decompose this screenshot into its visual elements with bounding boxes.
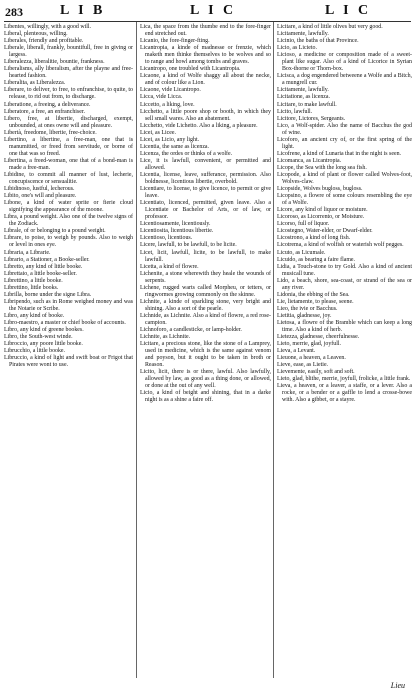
column-divider <box>273 22 274 678</box>
dictionary-entry: Licenza, the ordes or thinks of a wolfe. <box>140 150 233 157</box>
dictionary-entry: Libertino, a libertine, a free-man, one that is manumitted, or freed from servitude, or borne of one that was so freed. <box>4 136 133 157</box>
dictionary-entry: Lietitia, gladnesse, joy. <box>277 312 332 319</box>
dictionary-entry: Lieve, ease, as Lietie. <box>277 362 329 369</box>
dictionary-entry: Liccetto, a liking, love. <box>140 101 195 108</box>
dictionary-entry: Libone, a kind of water sprite or fierie cloud signifying the appearance of the moone. <box>4 200 133 214</box>
dictionary-entry: Lieva, a heaven, or a leaver, a staffe, or a lever. Also a rocke, or a bender or a gaffle to lend a crosse-bowe with. Also a gibbet, or a stayre. <box>277 383 412 404</box>
dictionary-entry: Licentiato, licenced, permitted, given leave. Also a Licentiate or Bachelor of Arts, or of law, or professor. <box>140 200 271 221</box>
column-divider <box>136 22 137 678</box>
dictionary-entry: Libra, a pound weight. Also one of the twelve signs of the Zodiack. <box>4 214 133 228</box>
dictionary-entry: Licoroso, as Licorrento, or Moisture. <box>277 214 365 221</box>
dictionary-entry: Licisca, a dog engendered betweene a Wolfe and a Bitch, a mungrell cur. <box>277 73 412 87</box>
dictionary-entry: Lichnite, as Lichnite. <box>140 334 191 341</box>
dictionary-entry: Licoforo, an ancient cry of, or the first spring of the light. <box>277 136 412 150</box>
dictionary-entry: Licaone, a kind of Wolfe shaggy all about the necke, and of colour like a Lion. <box>140 73 271 87</box>
dictionary-entry: Licotrema, a kind of wolfish or waterish wolf pegges. <box>277 242 404 249</box>
catchword: Lieu <box>390 681 405 690</box>
dictionary-entry: Libidinoso, lustful, lecherous. <box>4 186 75 193</box>
header-rule <box>4 21 411 22</box>
dictionary-entry: Librucchio, a little booke. <box>4 348 66 355</box>
dictionary-entry: Lie, lietamente, to please, seene. <box>277 298 354 305</box>
dictionary-entry: Libripendo, such as in Rome weighed money and was the Notarie or Scribe. <box>4 298 133 312</box>
dictionary-entry: Licanio, the fore-finger-fting. <box>140 38 210 45</box>
running-head-left: L I B <box>60 3 106 18</box>
dictionary-entry: Libero, free, at libertie, discharged, exempt, unbounded, at ones owne will and pleasure. <box>4 115 133 129</box>
dictionary-entry: Liberal, plenteous, willing. <box>4 31 68 38</box>
dictionary-entry: Licioso, a medicine or composition made of a sweet-plant like sugar. Also of a kind of Licorice in Syrian Box-thorne or Thorn-box. <box>277 52 412 73</box>
dictionary-entry: Libidine, to commit all manner of lust, lecherie, concupiscence or sensualitie. <box>4 171 133 186</box>
dictionary-entry: Licitore, Lictores, Sergeants. <box>277 115 346 122</box>
dictionary-entry: Licentia, license, leave, sufferance, permission. Also boldnesse, licentious libertie, overbold. <box>140 171 271 186</box>
dictionary-entry: Libito, one's will and pleasure. <box>4 193 77 200</box>
dictionary-entry: Licei, as Licee. <box>140 129 176 136</box>
dictionary-entry: Licopode, a kind of plant or flower called Wolves-foot, Wolves-claw. <box>277 171 412 186</box>
dictionary-entry: Liberales, friendly and profitable. <box>4 38 84 45</box>
dictionary-entry: Licofrene, a kind of Lunaria that in the night is seen. <box>277 150 401 157</box>
dictionary-entry: Libruccio, a kind of light and swift boat or Frigot that Pirates were wont to use. <box>4 355 133 369</box>
dictionary-entry: Lico, a Wolf-spider. Also the name of Bacchus the god of wine. <box>277 122 412 136</box>
dictionary-entry: Libroccio, any poore little booke. <box>4 341 83 348</box>
dictionary-entry: Licei, as Licio, any light. <box>140 136 200 143</box>
dictionary-entry: Lice, it is lawfull, convenient, or permitted and allowed. <box>140 157 271 171</box>
dictionary-entry: Lichnoforo, a candlesticke, or lamp-holder. <box>140 327 242 334</box>
dictionary-entry: Licentiare, to license, to give licence, to permit or give leave. <box>140 186 271 200</box>
dictionary-entry: Lica, the space from the thumbe end to the fore-finger end stretched out. <box>140 24 271 38</box>
dictionary-entry: Liberalisms, ally liberalism, after the playne and free-hearted fashion. <box>4 66 133 80</box>
dictionary-entry: Licito, lawfull. <box>277 108 313 115</box>
column-middle <box>140 24 271 405</box>
dictionary-entry: Liberalita, as Liberalezza. <box>4 80 66 87</box>
dictionary-entry: Licope, the Sea with the long sea fish. <box>277 164 367 171</box>
dictionary-entry: Licentioso, licentious. <box>140 235 193 242</box>
dictionary-entry: Lichenite, a stone wherewith they heale the wounds of serpents. <box>140 270 271 284</box>
dictionary-entry: Libro, any kind of greene bookes. <box>4 327 84 334</box>
dictionary-entry: Licentia, the same as licenza. <box>140 143 210 150</box>
dictionary-entry: Lidia, a Touch-stone to try Gold. Also a kind of ancient musicall tune. <box>277 263 412 277</box>
dictionary-entry: Licio, as Licieto. <box>277 45 317 52</box>
dictionary-entry: Lieo, the ivie or Bacchus. <box>277 305 338 312</box>
dictionary-entry: Liberare, to deliver, to free, to enfranchise, to quite, to release, to rid out from, to discharge. <box>4 87 133 101</box>
dictionary-entry: Licaone, vide Licantropo. <box>140 87 201 94</box>
dictionary-entry: Licopside, Wolves bugloss, bugloss. <box>277 186 363 193</box>
dictionary-entry: Licchetto, a little poore shop or booth, in which they sell small wares. Also an abatement. <box>140 108 271 122</box>
dictionary-entry: Lichene, rugged warts called Morpheu, or tetters, or ringwormes growing commonly on the skinne. <box>140 284 271 298</box>
dictionary-entry: Libretto, any kind of little booke. <box>4 263 83 270</box>
dictionary-entry: Libraria, a Librarie. <box>4 249 51 256</box>
dictionary-entry: Libro-maestro, a master or chief booke of accounts. <box>4 319 126 326</box>
column-right <box>277 24 412 405</box>
dictionary-entry: Liberale, liberall, frankly, bountifull, free in giving or largess. <box>4 45 133 59</box>
dictionary-entry: Licomanca, as Licantropia. <box>277 157 342 164</box>
dictionary-entry: Lido, a beach, shore, sea-coast, or strand of the sea or any river. <box>277 277 412 291</box>
dictionary-entry: Licitamente, lawfully. <box>277 31 329 38</box>
dictionary-entry: Lietosa, a flowre of the Bramble which can keep a long time. Also a kind of herb. <box>277 319 412 334</box>
dictionary-entry: Lichnite, a kinde of sparkling stone, very bright and shining. Also a sort of the pearle. <box>140 298 271 312</box>
dictionary-entry: Lietezza, gladnesse, cheerfulnesse. <box>277 334 360 341</box>
dictionary-entry: Licuido, as bearing a faire flame. <box>277 256 356 263</box>
dictionary-entry: Liberatore, a free, an enfranchiser. <box>4 108 85 115</box>
dictionary-entry: Licopsino, a flowre of some colours resembling the eye of a Wolfe. <box>277 193 412 207</box>
dictionary-entry: Licinio, the baths of that Province. <box>277 38 359 45</box>
dictionary-entry: Liberatione, a freeing, a deliverance. <box>4 101 91 108</box>
dictionary-entry: Liberalezza, liberalitie, bountie, frankness. <box>4 59 105 66</box>
dictionary-entry: Licio, a kind of beight and shining, that in a darke night is as a shine a faire off. <box>140 390 271 404</box>
dictionary-entry: Licostrono, a kind of long fish. <box>277 235 351 242</box>
dictionary-entry: Licitare, to make lawfull. <box>277 101 337 108</box>
dictionary-entry: Licuto, as Licumale. <box>277 249 326 256</box>
column-left <box>4 24 133 369</box>
dictionary-entry: Licantropia, a kinde of madnesse or frenzie, which maketh men thinke themselves to be wolves and so to range and howl among tombs and graves. <box>140 45 271 66</box>
dictionary-entry: Licere, lawfull, to be lawfull, to be licite. <box>140 242 237 249</box>
running-head-right: L I C <box>325 3 372 18</box>
running-head-middle: L I C <box>190 3 237 18</box>
dictionary-entry: Librare, to poise, to weigh by pounds. Also to weigh or level in ones eye. <box>4 235 133 249</box>
dictionary-entry: Licentiosamente, licentiously. <box>140 221 211 228</box>
dictionary-entry: Licito, licit, there is or there, lawful. Also lawfully, allowed by law, as good as a thing done, or allowed, or done at the out of any well. <box>140 369 271 390</box>
dictionary-entry: Licentiosita, licentious libertie. <box>140 228 214 235</box>
dictionary-entry: Licitare, a kind of little olives but very good. <box>277 24 383 30</box>
dictionary-entry: Licetta, a kind of flowre. <box>140 263 199 270</box>
dictionary-entry: Librario, a Stationer, a Booke-seller. <box>4 256 90 263</box>
page-header <box>0 0 417 22</box>
dictionary-entry: Licore, any kind of liquor or moisture. <box>277 207 368 214</box>
dictionary-entry: Lieuone, a heaven, a Leaven. <box>277 355 346 362</box>
dictionary-entry: Licitamente, lawfully. <box>277 87 329 94</box>
dictionary-entry: Librettaio, a little booke-seller. <box>4 270 77 277</box>
dictionary-entry: Licorso, full of liquor. <box>277 221 330 228</box>
dictionary-entry: Licostegno, Water-elder, or Dwarf-elder. <box>277 228 373 235</box>
dictionary-entry: Lidonia, the ebbing of the Sea. <box>277 291 350 298</box>
dictionary-entry: Licitare, a precious stone, like the stone of a Lamprey, used in medicine, which is the same against venom and poyson, but it ought to be taken in broth or Reason. <box>140 341 271 369</box>
dictionary-entry: Libentes, willingly, with a good will. <box>4 24 91 30</box>
dictionary-entry: Licet, licit, lawfull, licite, to be lawfull, to make lawfull. <box>140 249 271 263</box>
dictionary-entry: Librilla, borne under the signe Libra. <box>4 291 92 298</box>
dictionary-entry: Librale, of or belonging to a pound weight. <box>4 228 106 235</box>
dictionary-entry: Lichnide, as Lichnite. Also a kind of flowre, a red rose-campion. <box>140 312 271 326</box>
page-number: 283 <box>5 5 23 19</box>
dictionary-entry: Librettino, little books. <box>4 284 59 291</box>
dictionary-entry: Lieva, a Levant. <box>277 348 316 355</box>
dictionary-entry: Libro, any kind of booke. <box>4 312 65 319</box>
dictionary-entry: Libertina, a freed-woman, one that of a bond-man is made a free-man. <box>4 157 133 171</box>
dictionary-entry: Libertà, freedome, libertie, free-choice. <box>4 129 97 136</box>
dictionary-entry: Lieto, glad, blithe, merrie, joyfull, frolicke, a little frank. <box>277 376 411 383</box>
dictionary-entry: Lievemente, easily, soft and soft. <box>277 369 355 376</box>
dictionary-entry: Libro, the South-west winde. <box>4 334 73 341</box>
dictionary-entry: Licitatione, as licenza. <box>277 94 330 101</box>
dictionary-entry: Lieto, merrie, glad, joyfull. <box>277 341 341 348</box>
dictionary-entry: Licchetto, vide Lichetto. Also a liking, a pleasure. <box>140 122 258 129</box>
dictionary-entry: Licca, vide Licca. <box>140 94 183 101</box>
dictionary-entry: Librettino, a little booke. <box>4 277 63 284</box>
dictionary-entry: Licantropo, one troubled with Licantropia. <box>140 66 241 73</box>
